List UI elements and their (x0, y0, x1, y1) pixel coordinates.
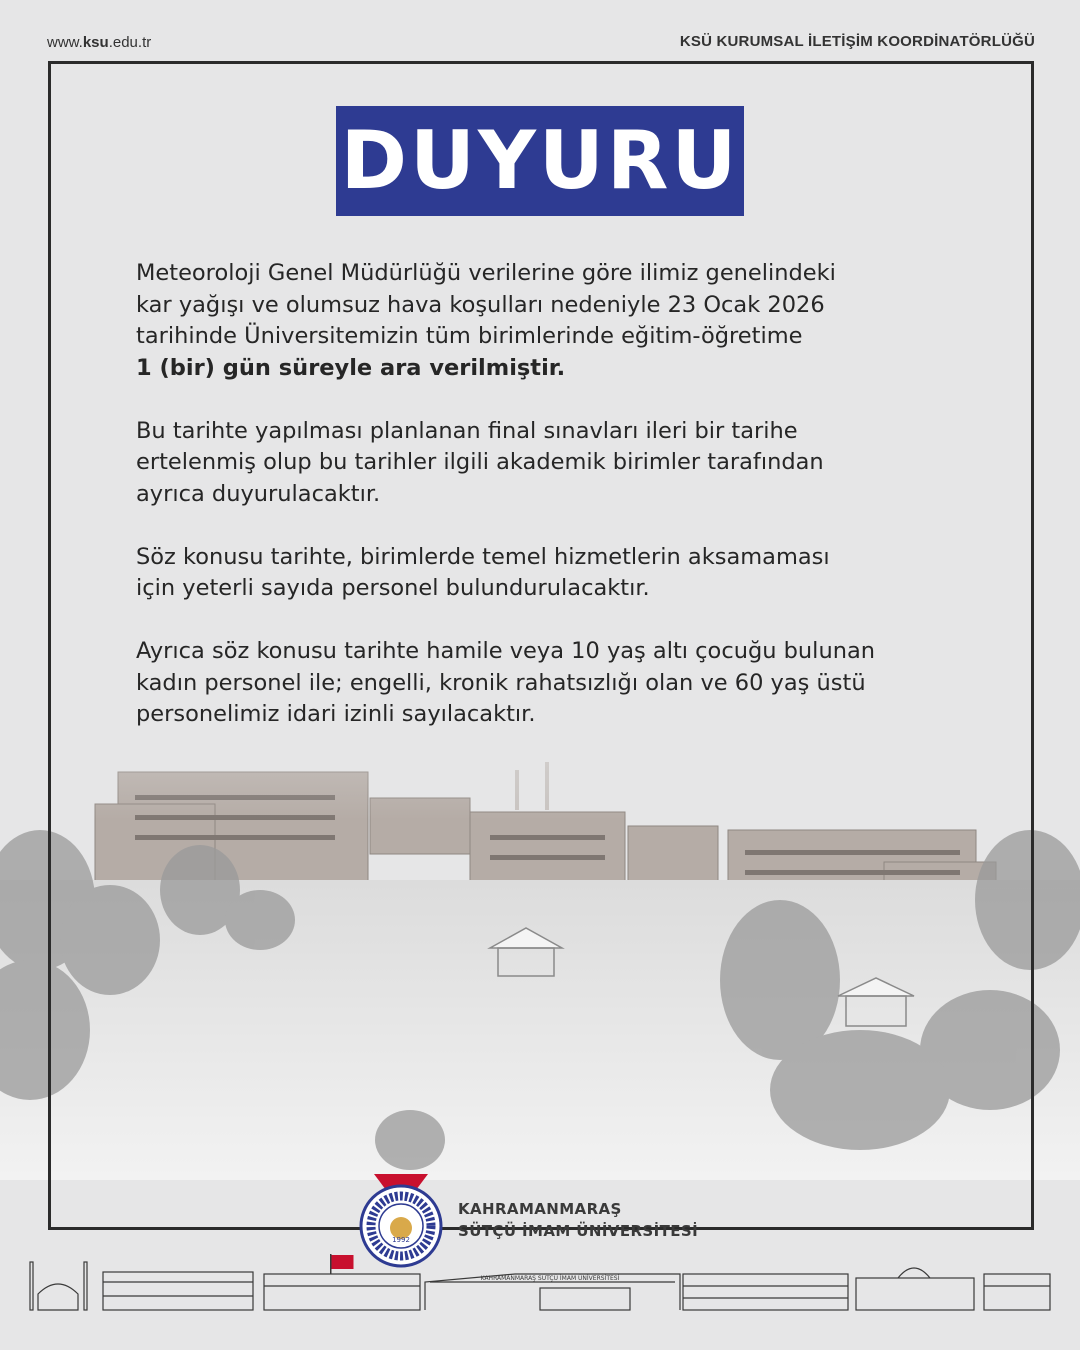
text-line: kar yağışı ve olumsuz hava koşulları nedeniyle 23 Ocak 2026 (136, 291, 825, 318)
website-url[interactable] (47, 34, 151, 51)
url-suffix: .edu.tr (108, 34, 152, 51)
text-line-bold: 1 (bir) gün süreyle ara verilmiştir. (136, 354, 566, 381)
paragraph-1 (136, 258, 976, 384)
title-banner (336, 106, 744, 216)
paragraph-2 (136, 416, 976, 511)
text-line: Bu tarihte yapılması planlanan final sınavları ileri bir tarihe (136, 417, 798, 444)
text-line: personelimiz idari izinli sayılacaktır. (136, 701, 536, 727)
announcement-body (136, 258, 976, 762)
url-domain: ksu (82, 34, 109, 51)
text-line: ayrıca duyurulacaktır. (136, 480, 381, 507)
text-line: Meteoroloji Genel Müdürlüğü verilerine göre ilimiz genelindeki (136, 260, 836, 286)
page-title: DUYURU (340, 114, 740, 207)
office-name: KSÜ KURUMSAL İLETİŞİM KOORDİNATÖRLÜĞÜ (679, 33, 1035, 50)
turkish-flag-icon (332, 1255, 354, 1269)
text-line: için yeterli sayıda personel bulundurulacaktır. (136, 575, 650, 601)
paragraph-4 (136, 636, 976, 731)
seal-year-text: 1992 (392, 1236, 410, 1244)
text-line: kadın personel ile; engelli, kronik rahatsızlığı olan ve 60 yaş üstü (136, 669, 866, 696)
text-line: Ayrıca söz konusu tarihte hamile veya 10 yaş altı çocuğu bulunan (136, 638, 876, 664)
campus-skyline-illustration (0, 1252, 1080, 1312)
university-name-line1: KAHRAMANMARAŞ (458, 1200, 622, 1218)
url-prefix: www. (47, 34, 83, 51)
building-sign-text: KAHRAMANMARAŞ SÜTÇÜ İMAM ÜNİVERSİTESİ (480, 1275, 620, 1282)
paragraph-3 (136, 542, 976, 605)
text-line: ertelenmiş olup bu tarihler ilgili akademik birimler tarafından (136, 449, 824, 475)
text-line: tarihinde Üniversitemizin tüm birimlerinde eğitim-öğretime (136, 323, 803, 349)
university-name-line2: SÜTÇÜ İMAM ÜNİVERSİTESİ (458, 1222, 699, 1240)
text-line: Söz konusu tarihte, birimlerde temel hizmetlerin aksamaması (136, 543, 830, 570)
university-name (458, 1198, 698, 1242)
